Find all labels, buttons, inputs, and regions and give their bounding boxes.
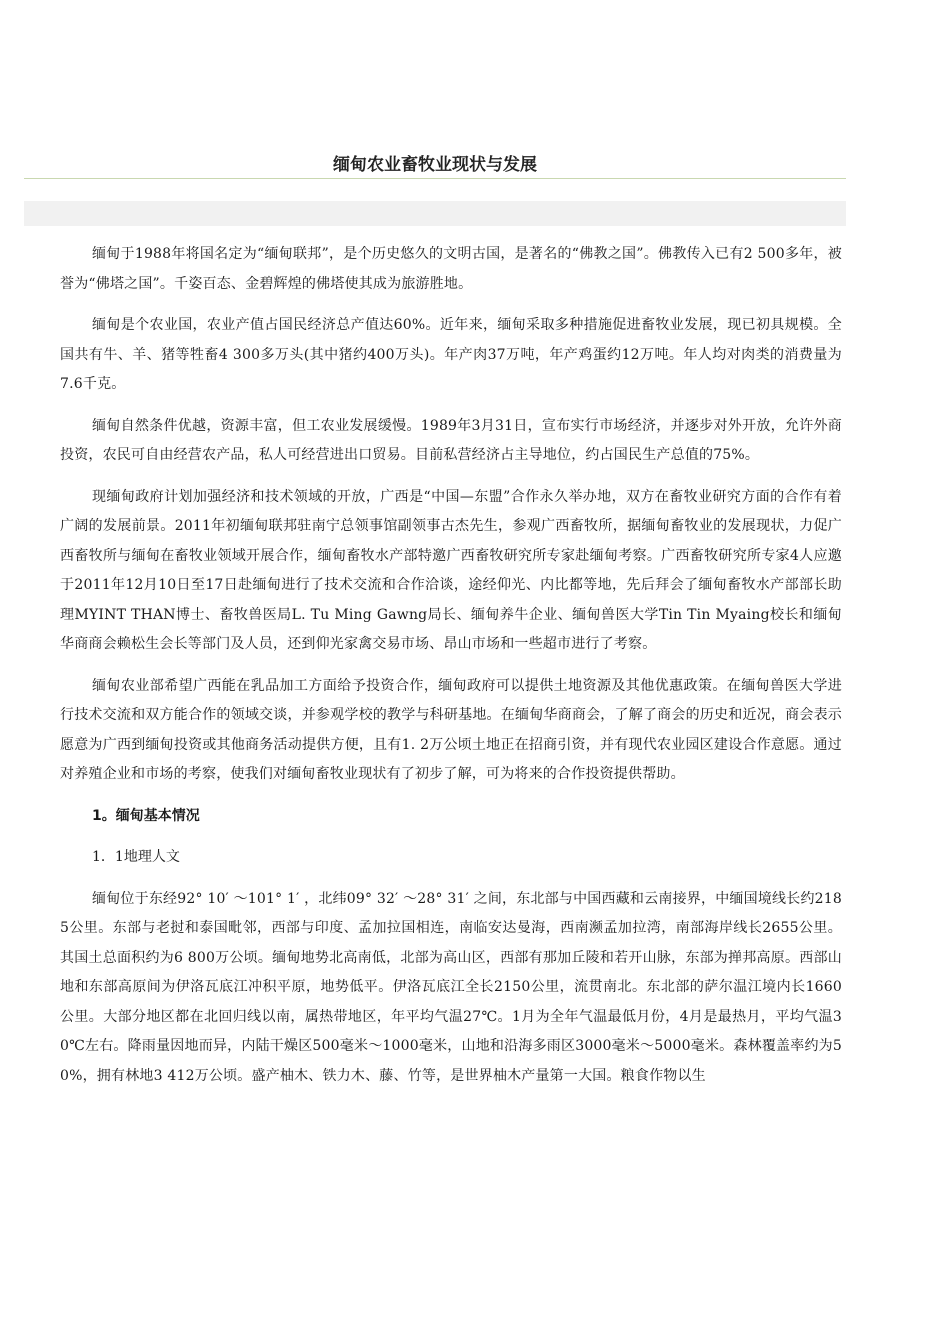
section-heading: 1。缅甸基本情况 — [92, 807, 200, 824]
subsection-heading: 1．1地理人文 — [92, 849, 180, 865]
document-body — [60, 240, 842, 1103]
paragraph-geography: 缅甸位于东经92° 10′ ～101° 1′ ，北纬09° 32′ ～28° 31′ 之间，东北部与中国西藏和云南接界，中缅国境线长约2185公里。东部与老挝和泰国毗邻，西部与印度、孟加拉国相连，南临安达曼海，西南濒孟加拉湾，南部海岸线长2655公里。其国土总面积约为6 800万公顷。缅甸地势北高南低，北部为高山区，西部有那加丘陵和若开山脉，东部为掸邦高原。西部山地和东部高原间为伊洛瓦底江冲积平原，地势低平。伊洛瓦底江全长2150公里，流贯南北。东北部的萨尔温江境内长1660公里。大部分地区都在北回归线以南，属热带地区，年平均气温27℃。1月为全年气温最低月份，4月是最热月，平均气温30℃左右。降雨量因地而异，内陆干燥区500毫米～1000毫米，山地和沿海多雨区3000毫米～5000毫米。森林覆盖率约为50%，拥有林地3 412万公顷。盛产柚木、铁力木、藤、竹等，是世界柚木产量第一大国。粮食作物以生 — [60, 890, 842, 1084]
grey-band — [24, 201, 846, 226]
paragraph-investment: 缅甸农业部希望广西能在乳品加工方面给予投资合作，缅甸政府可以提供土地资源及其他优惠政策。在缅甸兽医大学进行技术交流和双方能合作的领域交谈，并参观学校的教学与科研基地。在缅甸华商商会，了解了商会的历史和近况，商会表示愿意为广西到缅甸投资或其他商务活动提供方便，且有1. 2万公顷土地正在招商引资，并有现代农业园区建设合作意愿。通过对养殖企业和市场的考察，使我们对缅甸畜牧业现状有了初步了解，可为将来的合作投资提供帮助。 — [60, 677, 842, 782]
paragraph-cooperation: 现缅甸政府计划加强经济和技术领域的开放，广西是“中国—东盟”合作永久举办地，双方在畜牧业研究方面的合作有着广阔的发展前景。2011年初缅甸联邦驻南宁总领事馆副领事古杰先生，参观广西畜牧所，据缅甸畜牧业的发展现状，力促广西畜牧所与缅甸在畜牧业领域开展合作，缅甸畜牧水产部特邀广西畜牧研究所专家赴缅甸考察。广西畜牧研究所专家4人应邀于2011年12月10日至17日赴缅甸进行了技术交流和合作洽谈，途经仰光、内比都等地，先后拜会了缅甸畜牧水产部部长助理MYINT THAN博士、畜牧兽医局L. Tu Ming Gawng局长、缅甸养牛企业、缅甸兽医大学Tin Tin Myaing校长和缅甸华商商会赖松生会长等部门及人员，还到仰光家禽交易市场、昂山市场和一些超市进行了考察。 — [60, 488, 842, 652]
document-title: 缅甸农业畜牧业现状与发展 — [333, 155, 537, 175]
paragraph-agriculture: 缅甸是个农业国，农业产值占国民经济总产值达60%。近年来，缅甸采取多种措施促进畜牧业发展，现已初具规模。全国共有牛、羊、猪等牲畜4 300多万头(其中猪约400万头)。年产肉37万吨，年产鸡蛋约12万吨。年人均对肉类的消费量为7.6千克。 — [60, 317, 842, 392]
title-divider — [24, 178, 846, 179]
paragraph-intro: 缅甸于1988年将国名定为“缅甸联邦”，是个历史悠久的文明古国，是著名的“佛教之国”。佛教传入已有2 500多年，被誉为“佛塔之国”。千姿百态、金碧辉煌的佛塔使其成为旅游胜地。 — [60, 246, 842, 292]
paragraph-economy: 缅甸自然条件优越，资源丰富，但工农业发展缓慢。1989年3月31日，宣布实行市场经济，并逐步对外开放，允许外商投资，农民可自由经营农产品，私人可经营进出口贸易。目前私营经济占主导地位，约占国民生产总值的75%。 — [60, 417, 842, 463]
